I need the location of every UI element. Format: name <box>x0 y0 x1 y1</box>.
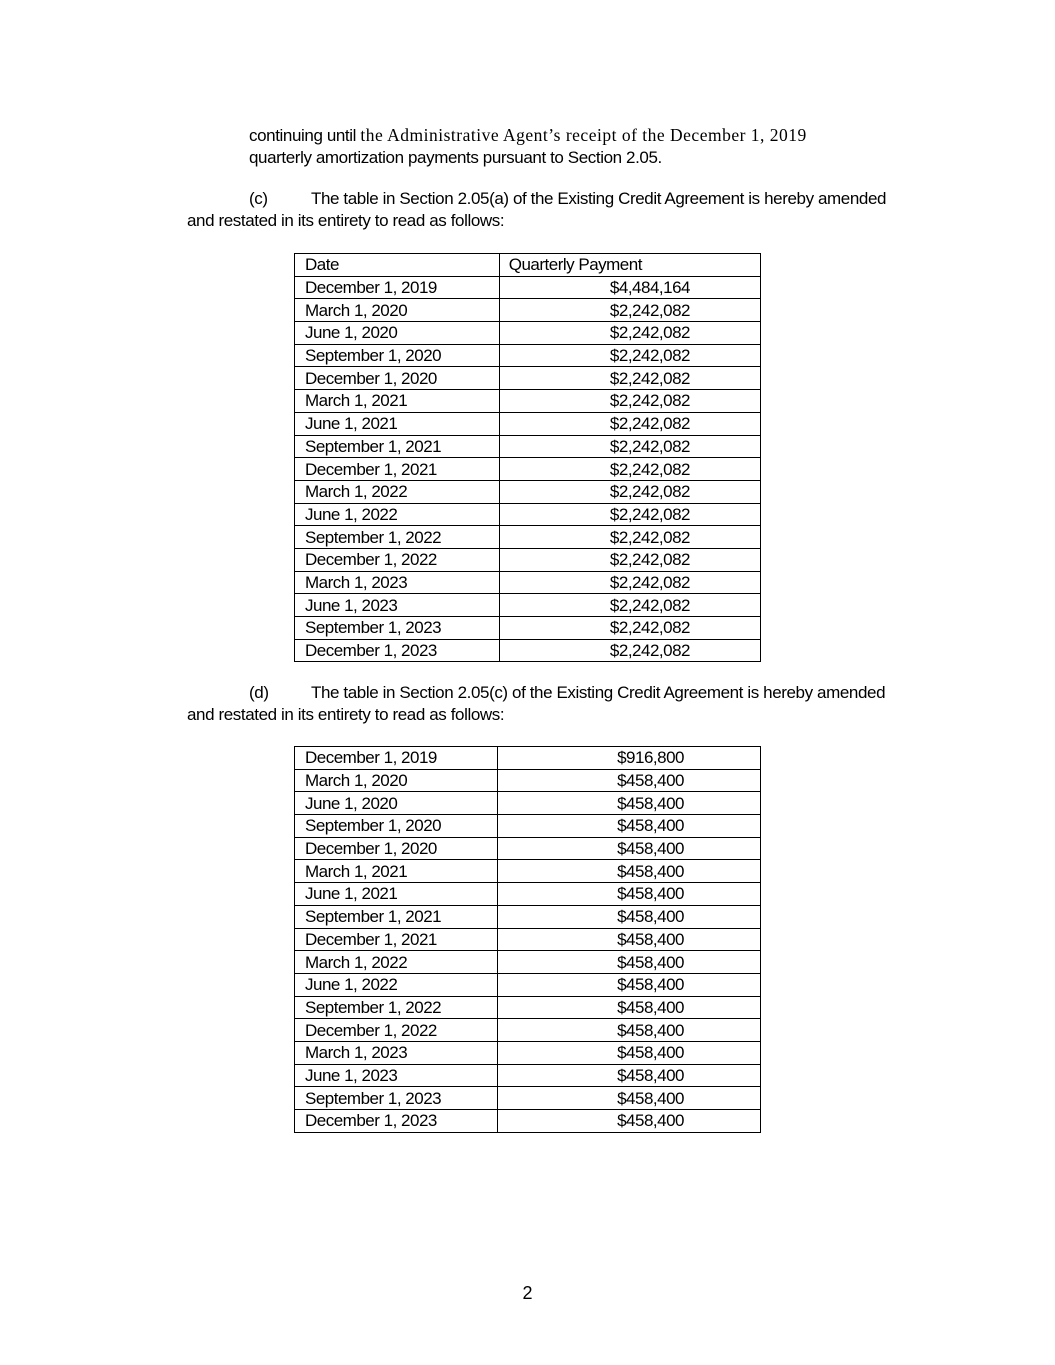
payment-cell: $458,400 <box>498 951 761 974</box>
date-cell: September 1, 2020 <box>295 815 498 838</box>
date-cell: June 1, 2022 <box>295 973 498 996</box>
date-cell: March 1, 2023 <box>295 571 500 594</box>
paragraph-c <box>187 188 947 232</box>
date-cell: March 1, 2023 <box>295 1041 498 1064</box>
paragraph-d-label: (d) <box>249 683 269 702</box>
date-cell: September 1, 2021 <box>295 435 500 458</box>
table-row <box>295 928 761 951</box>
intro-line-2: quarterly amortization payments pursuant to Section 2.05. <box>249 148 662 167</box>
paragraph-c-line-1 <box>187 188 947 210</box>
column-header-date: Date <box>295 254 500 277</box>
table-row <box>295 639 761 662</box>
payment-cell: $458,400 <box>498 1110 761 1133</box>
payment-cell: $2,242,082 <box>499 639 760 662</box>
payment-cell: $458,400 <box>498 792 761 815</box>
date-cell: December 1, 2020 <box>295 837 498 860</box>
payment-cell: $2,242,082 <box>499 617 760 640</box>
table-row <box>295 322 761 345</box>
date-cell: September 1, 2020 <box>295 344 500 367</box>
payment-cell: $458,400 <box>498 1087 761 1110</box>
date-cell: June 1, 2023 <box>295 1064 498 1087</box>
payment-cell: $458,400 <box>498 996 761 1019</box>
table-row <box>295 1110 761 1133</box>
payment-cell: $2,242,082 <box>499 322 760 345</box>
date-cell: December 1, 2019 <box>295 747 498 770</box>
table-row <box>295 951 761 974</box>
date-cell: June 1, 2020 <box>295 792 498 815</box>
table-row <box>295 617 761 640</box>
date-cell: December 1, 2021 <box>295 928 498 951</box>
table-row <box>295 526 761 549</box>
payment-cell: $4,484,164 <box>499 276 760 299</box>
payment-cell: $458,400 <box>498 837 761 860</box>
date-cell: December 1, 2022 <box>295 1019 498 1042</box>
payment-cell: $458,400 <box>498 973 761 996</box>
table-row <box>295 1019 761 1042</box>
date-cell: September 1, 2023 <box>295 1087 498 1110</box>
payment-cell: $2,242,082 <box>499 571 760 594</box>
table-row <box>295 747 761 770</box>
paragraph-d-line-1 <box>187 682 947 704</box>
table-row <box>295 367 761 390</box>
paragraph-c-label: (c) <box>249 189 268 208</box>
column-header-payment: Quarterly Payment <box>499 254 760 277</box>
date-cell: December 1, 2022 <box>295 548 500 571</box>
date-cell: March 1, 2022 <box>295 480 500 503</box>
page-number: 2 <box>522 1283 533 1303</box>
table-row <box>295 412 761 435</box>
payment-cell: $2,242,082 <box>499 367 760 390</box>
table-row <box>295 792 761 815</box>
table-row <box>295 344 761 367</box>
table-header-row <box>295 254 761 277</box>
table-row <box>295 458 761 481</box>
paragraph-d-text: The table in Section 2.05(c) of the Existing Credit Agreement is hereby amended <box>311 683 886 702</box>
date-cell: March 1, 2022 <box>295 951 498 974</box>
payment-cell: $458,400 <box>498 1041 761 1064</box>
intro-paragraph <box>249 124 889 169</box>
table-row <box>295 860 761 883</box>
date-cell: September 1, 2023 <box>295 617 500 640</box>
payment-cell: $2,242,082 <box>499 390 760 413</box>
date-cell: December 1, 2020 <box>295 367 500 390</box>
date-cell: March 1, 2021 <box>295 860 498 883</box>
paragraph-d-line-2: and restated in its entirety to read as follows: <box>187 705 505 724</box>
payment-cell: $2,242,082 <box>499 548 760 571</box>
intro-serif-text: the Administrative Agent’s receipt of the December 1, 2019 <box>360 125 807 145</box>
table-row <box>295 594 761 617</box>
table-row <box>295 973 761 996</box>
date-cell: June 1, 2021 <box>295 883 498 906</box>
payment-cell: $458,400 <box>498 1019 761 1042</box>
paragraph-c-text: The table in Section 2.05(a) of the Existing Credit Agreement is hereby amended <box>311 189 887 208</box>
table-row <box>295 435 761 458</box>
payment-cell: $458,400 <box>498 905 761 928</box>
table-row <box>295 996 761 1019</box>
table-row <box>295 571 761 594</box>
payment-cell: $2,242,082 <box>499 480 760 503</box>
table-row <box>295 837 761 860</box>
date-cell: March 1, 2020 <box>295 299 500 322</box>
payment-cell: $2,242,082 <box>499 526 760 549</box>
table-row <box>295 1087 761 1110</box>
intro-lead: continuing until <box>249 126 357 145</box>
date-cell: December 1, 2023 <box>295 1110 498 1133</box>
payment-cell: $458,400 <box>498 883 761 906</box>
date-cell: September 1, 2022 <box>295 526 500 549</box>
date-cell: September 1, 2021 <box>295 905 498 928</box>
table-row <box>295 276 761 299</box>
table-row <box>295 390 761 413</box>
payment-cell: $458,400 <box>498 769 761 792</box>
table-row <box>295 1064 761 1087</box>
table-row <box>295 503 761 526</box>
date-cell: September 1, 2022 <box>295 996 498 1019</box>
date-cell: December 1, 2021 <box>295 458 500 481</box>
date-cell: March 1, 2021 <box>295 390 500 413</box>
payment-cell: $458,400 <box>498 860 761 883</box>
payment-cell: $2,242,082 <box>499 344 760 367</box>
payment-cell: $458,400 <box>498 1064 761 1087</box>
amortization-table-a <box>294 253 761 662</box>
date-cell: December 1, 2019 <box>295 276 500 299</box>
table-row <box>295 815 761 838</box>
payment-cell: $2,242,082 <box>499 299 760 322</box>
date-cell: March 1, 2020 <box>295 769 498 792</box>
amortization-table-c <box>294 746 761 1133</box>
payment-cell: $2,242,082 <box>499 503 760 526</box>
payment-cell: $2,242,082 <box>499 458 760 481</box>
table-row <box>295 480 761 503</box>
date-cell: June 1, 2020 <box>295 322 500 345</box>
payment-cell: $2,242,082 <box>499 594 760 617</box>
payment-cell: $916,800 <box>498 747 761 770</box>
payment-cell: $2,242,082 <box>499 412 760 435</box>
payment-cell: $458,400 <box>498 815 761 838</box>
payment-cell: $2,242,082 <box>499 435 760 458</box>
date-cell: June 1, 2021 <box>295 412 500 435</box>
table-row <box>295 769 761 792</box>
payment-cell: $458,400 <box>498 928 761 951</box>
date-cell: June 1, 2023 <box>295 594 500 617</box>
table-row <box>295 883 761 906</box>
date-cell: June 1, 2022 <box>295 503 500 526</box>
table-row <box>295 1041 761 1064</box>
paragraph-c-line-2: and restated in its entirety to read as follows: <box>187 211 505 230</box>
table-row <box>295 548 761 571</box>
paragraph-d <box>187 682 947 726</box>
table-row <box>295 905 761 928</box>
intro-line-1 <box>249 124 889 147</box>
date-cell: December 1, 2023 <box>295 639 500 662</box>
table-row <box>295 299 761 322</box>
